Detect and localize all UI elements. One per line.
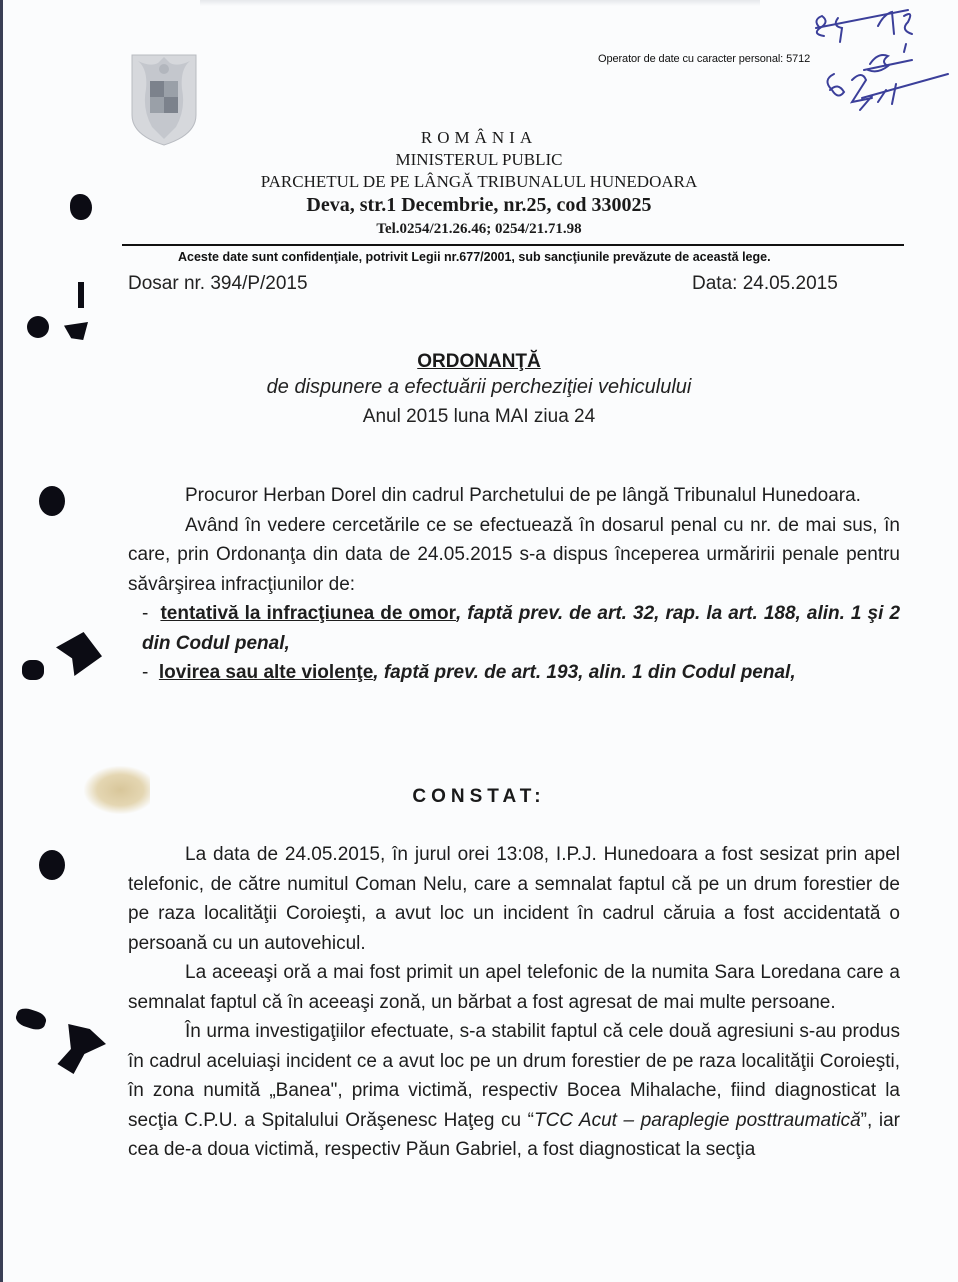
punch-hole-mark: [78, 282, 84, 308]
header-phone: Tel.0254/21.26.46; 0254/21.71.98: [376, 221, 582, 237]
intro-paragraph-context: Având în vedere cercetările ce se efectuează în dosarul penal cu nr. de mai sus, în care, prin Ordonanţa din data de 24.05.2015 s-a dispus începerea urmăririi penale pentru săvârşirea infracţiunilor de:: [128, 514, 900, 595]
case-date: Data: 24.05.2015: [692, 273, 838, 294]
intro-section: [128, 481, 900, 688]
document-subtitle: de dispunere a efectuării percheziţiei vehiculului: [266, 376, 692, 398]
header-country: ROMÂNIA: [420, 128, 538, 147]
confidentiality-notice: Aceste date sunt confidenţiale, potrivit Legii nr.677/2001, sub sancţiunile prevăzute de această lege.: [178, 250, 771, 264]
header-institution: PARCHETUL DE PE LÂNGĂ TRIBUNALUL HUNEDOARA: [260, 172, 698, 191]
punch-hole-mark: [64, 322, 88, 340]
offense-legal-basis: , faptă prev. de art. 32, rap. la art. 188, alin. 1 şi 2 din Codul penal,: [142, 603, 901, 654]
intro-paragraph-prosecutor: Procuror Herban Dorel din cadrul Parchetului de pe lângă Tribunalul Hunedoara.: [185, 485, 861, 506]
header-divider: [122, 244, 904, 246]
punch-hole-mark: [39, 486, 65, 516]
punch-hole-mark: [14, 1006, 48, 1032]
document-date-line: Anul 2015 luna MAI ziua 24: [362, 406, 596, 427]
punch-hole-mark: [56, 632, 102, 676]
punch-hole-mark: [39, 850, 65, 880]
constat-p3-continuation: ”, iar cea de-a doua victimă, respectiv Păun Gabriel, a fost diagnosticat la secţia: [128, 1109, 900, 1160]
handwritten-page-numbers: [808, 0, 958, 130]
offense-dash: -: [142, 603, 149, 624]
offense-item: [128, 658, 900, 688]
constat-p3-text: În urma investigaţiilor efectuate, s-a stabilit faptul că cele două agresiuni s-au produs în cadrul aceluiaşi incident ce a avut loc pe un drum forestier de pe raza localităţii Coroieşti, în zona numită „Banea", prima victimă, respectiv Bocea Mihalache, fiind diagnosticat la secţia C.P.U. a Spitalului Orăşenesc Haţeg cu “: [128, 1021, 900, 1131]
offense-legal-basis: , faptă prev. de art. 193, alin. 1 din Codul penal,: [373, 662, 796, 683]
constat-paragraph-3: [128, 1017, 900, 1165]
document-title: ORDONANŢĂ: [417, 351, 541, 372]
header-ministry: MINISTERUL PUBLIC: [395, 150, 563, 169]
offense-name: tentativă la infracţiunea de omor: [160, 603, 456, 624]
scan-left-edge: [0, 0, 3, 1282]
punch-hole-mark: [27, 316, 49, 338]
constat-paragraph-1: La data de 24.05.2015, în jurul orei 13:08, I.P.J. Hunedoara a fost sesizat prin apel telefonic, de către numitul Coman Nelu, care a semnalat faptul că pe un drum forestier de pe raza localităţii Coroieşti, a avut loc un incident în cadrul căruia a fost accidentată o persoană cu un autovehicul.: [128, 844, 900, 954]
punch-hole-mark: [52, 1024, 106, 1074]
constat-heading: CONSTAT:: [412, 786, 546, 807]
data-operator-label: Operator de date cu caracter personal: 5712: [598, 53, 811, 65]
offense-name: lovirea sau alte violenţe: [158, 662, 374, 683]
punch-hole-mark: [22, 660, 44, 680]
diagnosis-text: TCC Acut – paraplegie posttraumatică: [533, 1109, 861, 1131]
offense-item: [128, 599, 900, 658]
constat-paragraph-2: La aceeaşi oră a mai fost primit un apel telefonic de la numita Sara Loredana care a semnalat faptul că în aceeaşi zonă, un bărbat a fost agresat de mai multe persoane.: [128, 962, 900, 1013]
offense-dash: -: [142, 662, 149, 683]
punch-hole-mark: [70, 194, 92, 220]
header-address: Deva, str.1 Decembrie, nr.25, cod 330025: [306, 194, 652, 216]
constat-section: [128, 840, 900, 1165]
scan-top-shadow: [200, 0, 760, 6]
paper-stain: [84, 766, 150, 814]
case-number: Dosar nr. 394/P/2015: [128, 273, 308, 294]
